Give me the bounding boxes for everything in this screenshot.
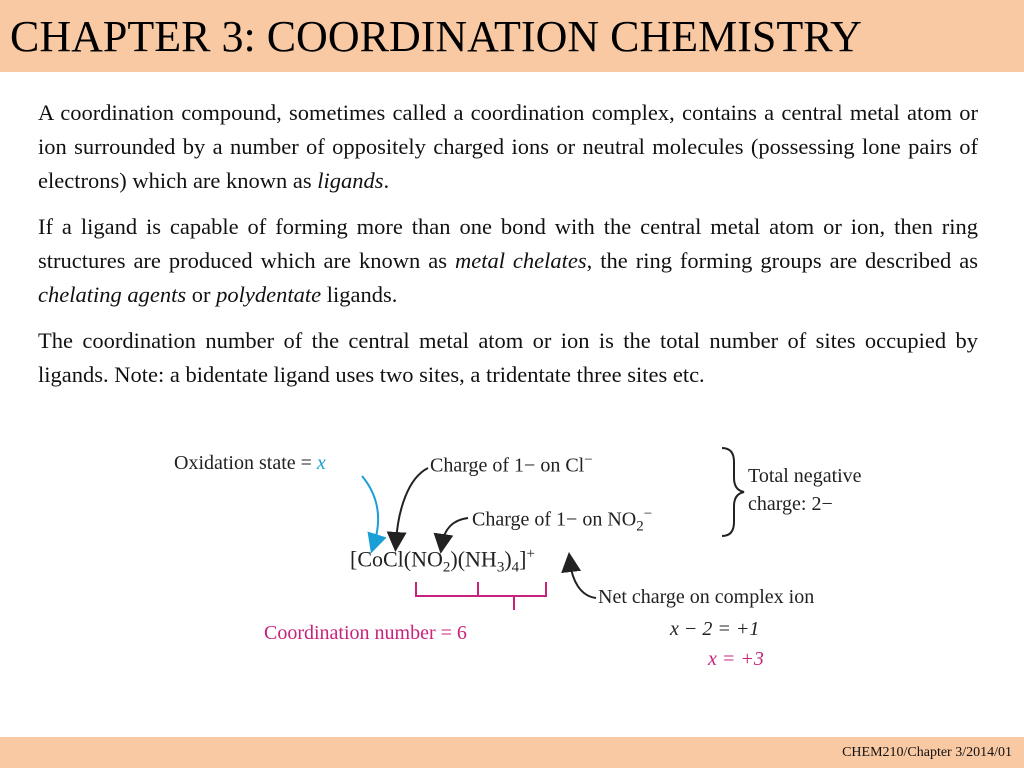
coordination-number-label: Coordination number = 6 <box>264 622 467 644</box>
complex-formula: $[CoCl(NO_2)(NH_3)_4]^+$ <box>350 546 535 576</box>
total-charge-brace <box>722 448 744 536</box>
term-polydentate: polydentate <box>216 282 322 307</box>
oxidation-variable: x <box>316 452 326 474</box>
charge-equation: x − 2 = +1 <box>670 618 760 640</box>
coordination-diagram <box>160 440 900 680</box>
paragraph-text: A coordination compound, sometimes called a coordination complex, contains a central metal atom or ion surrounded by a number of oppositely charged ions or neutral molecules (possessing lone pairs of electrons) which are known as <box>38 100 978 193</box>
paragraph-text: If a ligand is capable of forming more than one bond with the central metal atom or ion, then ring structures are produced which are known as <box>38 214 978 273</box>
paragraph-text: . <box>383 168 390 193</box>
oxidation-state-label: Oxidation state = x <box>174 452 326 474</box>
oxidation-arrow <box>362 476 378 544</box>
net-charge-arrow <box>570 562 596 598</box>
paragraph-chelates <box>38 210 978 312</box>
total-negative-charge: Total negative charge: 2− <box>748 465 862 515</box>
term-metal-chelates: metal chelates <box>454 248 587 273</box>
term-ligands: ligands <box>317 168 384 193</box>
footer-bar <box>0 737 1024 768</box>
paragraph-text: ligands. <box>321 282 398 307</box>
slide-body <box>38 96 978 404</box>
term-chelating-agents: chelating agents <box>38 282 187 307</box>
nitrite-charge-label: Charge of 1− on $NO_2^-$ <box>472 506 653 535</box>
footer-text: CHEM210/Chapter 3/2014/01 <box>842 745 1012 760</box>
title-bar <box>0 0 1024 72</box>
paragraph-definition <box>38 96 978 198</box>
chloride-arrow <box>396 468 428 542</box>
chloride-charge-label: Charge of 1− on Cl− <box>430 452 593 477</box>
net-charge-label: Net charge on complex ion <box>598 586 815 608</box>
slide-title: CHAPTER 3: COORDINATION CHEMISTRY <box>10 12 862 61</box>
nitrite-arrow <box>442 518 468 544</box>
paragraph-coordination-number: The coordination number of the central metal atom or ion is the total number of sites occupied by ligands. Note: a bidentate ligand uses two sites, a tridentate three sites etc. <box>38 328 978 387</box>
paragraph-text: , the ring forming groups are described as <box>586 248 978 273</box>
paragraph-text: or <box>186 282 217 307</box>
coordination-bracket <box>416 582 546 610</box>
oxidation-result: x = +3 <box>708 648 764 670</box>
